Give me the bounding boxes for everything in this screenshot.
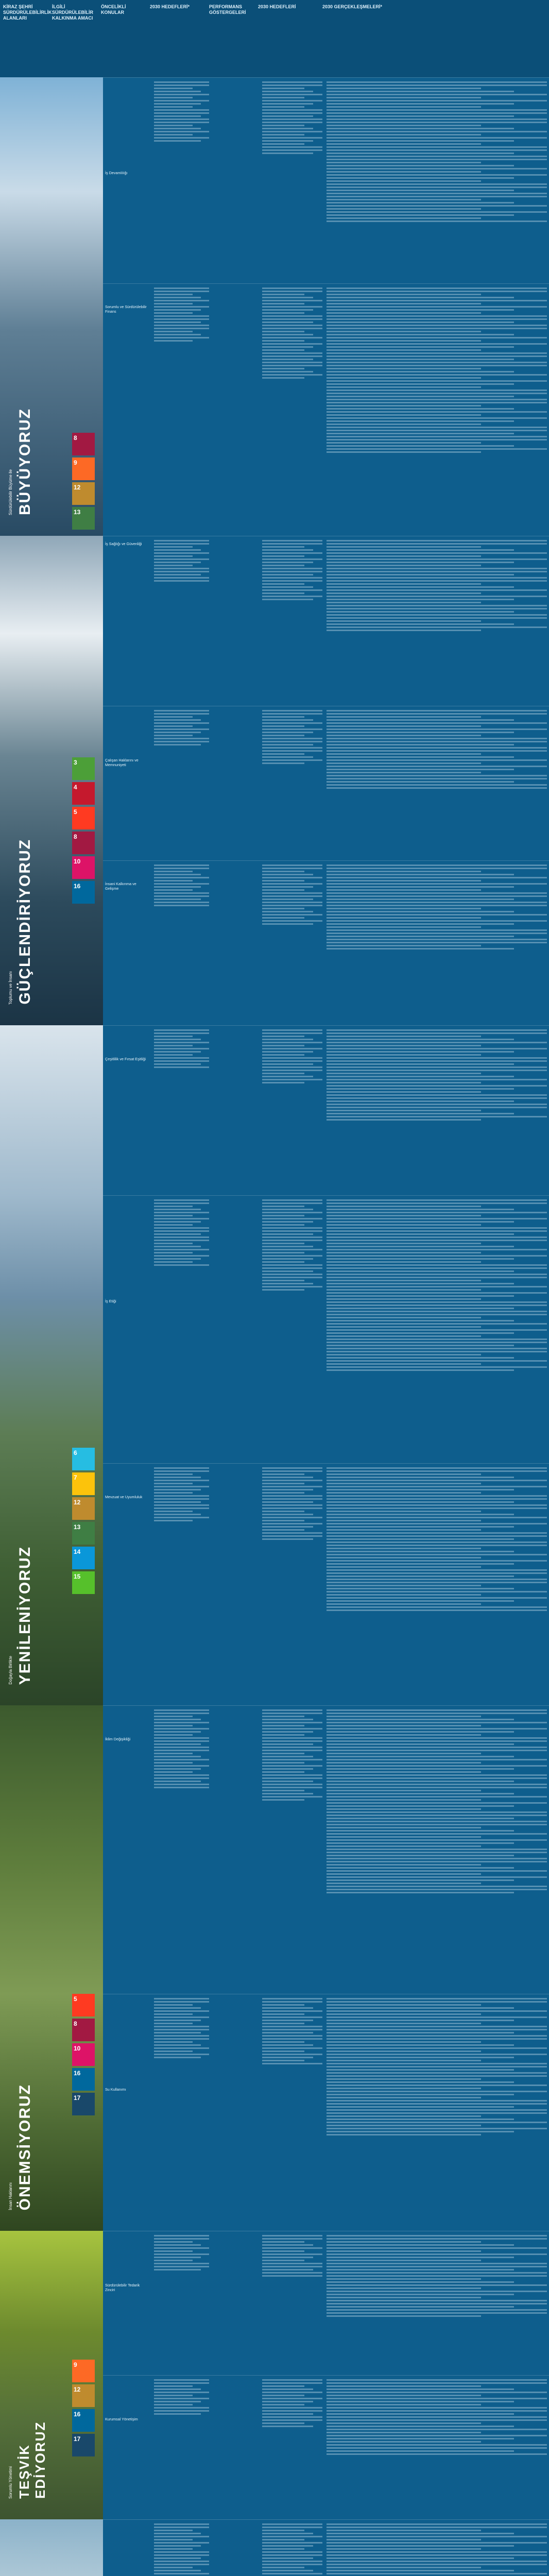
sdg-16-icon: 16 [72, 881, 95, 904]
sdg-17-icon: 17 [72, 2434, 95, 2456]
result-text [324, 2376, 549, 2520]
table-row [103, 1463, 549, 1706]
table-row [103, 706, 549, 861]
header-col-topics: ÖNCELİKLİ KONULAR [101, 4, 126, 15]
indicator-text [260, 861, 324, 1026]
sdg-10-icon: 10 [72, 856, 95, 879]
header-col-areas: KİRAZ ŞEHRİ SÜRDÜRÜLEBİLİRLİK ALANLARI [3, 4, 52, 21]
sdg-12-icon: 12 [72, 482, 95, 505]
result-text [324, 1706, 549, 1994]
sdg-icons [72, 757, 97, 906]
header-col-sdg: İLGİLİ SÜRDÜRÜLEBİLİR KALKINMA AMACI [52, 4, 93, 21]
section-image-strip [0, 77, 103, 2576]
sdg-16-icon: 16 [72, 2409, 95, 2432]
sdg-7-icon: 7 [72, 1472, 95, 1495]
sdg-5-icon: 5 [72, 1994, 95, 2016]
topic-cell: İş Sağlığı ve Güvenliği [105, 541, 142, 546]
sdg-5-icon: 5 [72, 807, 95, 829]
sdg-3-icon: 3 [72, 757, 95, 780]
indicator-text [260, 1994, 324, 2231]
topic-cell: Çeşitlilik ve Fırsat Eşitliği [105, 1057, 146, 1061]
result-text [324, 1196, 549, 1464]
section-title: BÜYÜYORUZ [16, 408, 33, 515]
target-text [152, 1464, 211, 1706]
section-strengthening [0, 536, 103, 1025]
sdg-icons [72, 433, 97, 532]
target-text [152, 536, 211, 706]
topic-cell: Sürdürülebilir Tedarik Zinciri [105, 2283, 140, 2292]
result-text [324, 536, 549, 706]
target-text [152, 706, 211, 861]
section-title: TEŞVİK EDİYORUZ [16, 2421, 48, 2499]
topic-cell: İklim Değişikliği [105, 1737, 131, 1741]
header-col-targets: 2030 HEDEFLERİ* [150, 4, 190, 9]
section-subtitle: Doğayla Birlikte [8, 1656, 13, 1685]
table-row [103, 283, 549, 536]
sdg-16-icon: 16 [72, 2068, 95, 2091]
target-text [152, 78, 211, 284]
indicator-text [260, 536, 324, 706]
result-text [324, 2520, 549, 2576]
table-row [103, 1994, 549, 2231]
result-text [324, 78, 549, 284]
sdg-8-icon: 8 [72, 433, 95, 455]
target-text [152, 2231, 211, 2376]
indicator-text [260, 1464, 324, 1706]
sdg-4-icon: 4 [72, 782, 95, 805]
topic-cell: Kurumsal Yönetişim [105, 2417, 138, 2421]
result-text [324, 1464, 549, 1706]
sdg-icons [72, 1994, 97, 2117]
section-title: GÜÇLENDİRİYORUZ [16, 839, 33, 1005]
indicator-text [260, 1026, 324, 1196]
table-row [103, 1705, 549, 1994]
indicator-text [260, 284, 324, 536]
sdg-10-icon: 10 [72, 2043, 95, 2066]
targets-table [103, 77, 549, 2576]
target-text [152, 284, 211, 536]
result-text [324, 2231, 549, 2376]
topic-cell: Su Kullanımı [105, 2087, 126, 2092]
table-row [103, 2231, 549, 2376]
topic-cell: İnsani Kalkınma ve Gelişme [105, 882, 136, 891]
table-row [103, 2519, 549, 2576]
table-row [103, 77, 549, 284]
header-col-results: 2030 GERÇEKLEŞMELERİ* [322, 4, 383, 9]
result-text [324, 861, 549, 1026]
section-sharing [0, 2519, 103, 2576]
sdg-15-icon: 15 [72, 1571, 95, 1594]
section-subtitle: Sürdürülebilir Büyüme ile [8, 469, 13, 515]
table-header [0, 0, 549, 77]
section-valuing [0, 1705, 103, 2231]
sdg-9-icon: 9 [72, 457, 95, 480]
sdg-icons [72, 2360, 97, 2459]
topic-cell [103, 2520, 152, 2576]
sdg-17-icon: 17 [72, 2093, 95, 2115]
section-subtitle: İnsan Haklarını [8, 2182, 13, 2210]
sdg-8-icon: 8 [72, 832, 95, 854]
topic-cell: Çalışan Haklarını ve Memnuniyeti [105, 758, 139, 767]
table-row [103, 860, 549, 1026]
section-subtitle: Toplumu ve İnsanı [8, 971, 13, 1005]
section-growing [0, 77, 103, 536]
table-row [103, 536, 549, 706]
target-text [152, 1196, 211, 1464]
indicator-text [260, 706, 324, 861]
sdg-9-icon: 9 [72, 2360, 95, 2382]
target-text [152, 2376, 211, 2520]
sdg-13-icon: 13 [72, 1522, 95, 1545]
section-title: ÖNEMSİYORUZ [16, 2083, 33, 2210]
table-row [103, 1025, 549, 1196]
sdg-8-icon: 8 [72, 2019, 95, 2041]
topic-cell: İş Devamlılığı [105, 171, 128, 175]
section-encouraging [0, 2231, 103, 2519]
indicator-text [260, 2231, 324, 2376]
result-text [324, 1994, 549, 2231]
result-text [324, 706, 549, 861]
table-row [103, 2375, 549, 2520]
sdg-12-icon: 12 [72, 2384, 95, 2407]
target-text [152, 1706, 211, 1994]
result-text [324, 1026, 549, 1196]
topic-cell: Mevzuat ve Uyumluluk [105, 1495, 143, 1499]
sdg-12-icon: 12 [72, 1497, 95, 1520]
sdg-14-icon: 14 [72, 1547, 95, 1569]
sdg-6-icon: 6 [72, 1448, 95, 1470]
section-renewing [0, 1025, 103, 1705]
target-text [152, 2520, 211, 2576]
indicator-text [260, 2376, 324, 2520]
result-text [324, 284, 549, 536]
indicator-text [260, 78, 324, 284]
target-text [152, 1994, 211, 2231]
target-text [152, 861, 211, 1026]
sdg-icons [72, 1448, 97, 1596]
header-col-2030: 2030 HEDEFLERİ [258, 4, 296, 9]
target-text [152, 1026, 211, 1196]
sdg-13-icon: 13 [72, 507, 95, 530]
header-col-indicators: PERFORMANS GÖSTERGELERİ [209, 4, 246, 15]
indicator-text [260, 1196, 324, 1464]
topic-cell: Sorumlu ve Sürdürülebilir Finans [105, 304, 147, 314]
section-subtitle: Sorumlu Yönetimi [8, 2466, 13, 2499]
topic-cell: İş Etiği [105, 1299, 116, 1303]
table-row [103, 1195, 549, 1464]
indicator-text [260, 2520, 324, 2576]
indicator-text [260, 1706, 324, 1994]
section-title: YENİLENİYORUZ [16, 1546, 33, 1685]
